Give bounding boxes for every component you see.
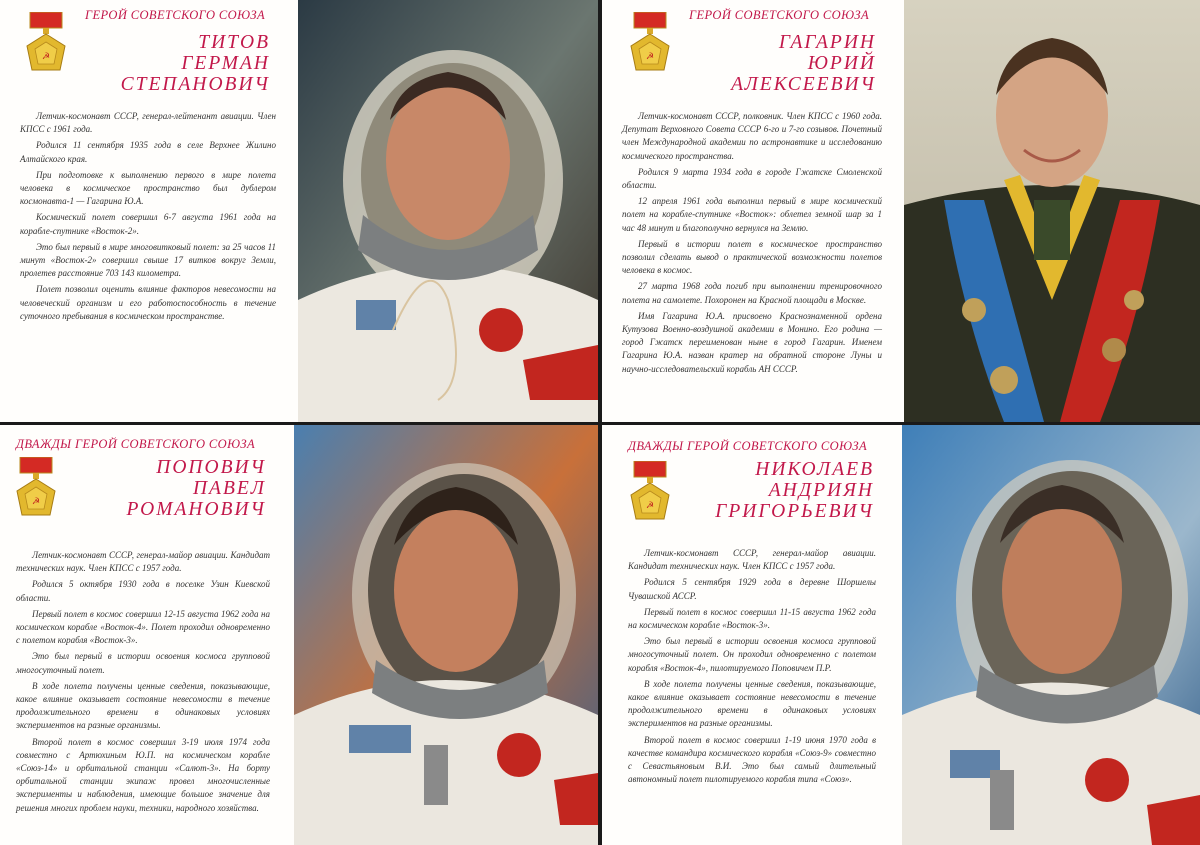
bio-paragraph: Второй полет в космос совершил 3-19 июля 1974 года совместно с Артюхиным Ю.П. на космическом корабле «Союз-14» и орбитальной станции «Салют-3». На борту орбитальной станции экипаж провел многочисленные эксперименты и наблюдения, имеющие большое значение для решения многих проблем науки, техники, народного хозяйства. — [16, 736, 270, 813]
bio-paragraph: Космический полет совершил 6-7 августа 1961 года на корабле-спутнике «Восток-2». — [20, 212, 276, 236]
biography — [16, 549, 270, 818]
portrait-photo — [298, 0, 598, 422]
svg-text:☭: ☭ — [645, 501, 655, 511]
surname: ТИТОВ — [198, 32, 270, 53]
bio-paragraph: Родился 5 октября 1930 года в поселке Узин Киевской области. — [16, 579, 270, 603]
patronymic: ГРИГОРЬЕВИЧ — [715, 501, 874, 522]
first-name: АНДРИЯН — [768, 480, 874, 501]
bio-paragraph: Летчик-космонавт СССР, генерал-майор авиации. Кандидат технических наук. Член КПСС с 1957 года. — [628, 548, 876, 572]
hero-medal-icon — [14, 457, 58, 519]
cosmonaut-name — [121, 32, 270, 95]
cosmonaut-name — [127, 457, 267, 520]
bio-paragraph: Родился 11 сентября 1935 года в селе Верхнее Жилино Алтайского края. — [20, 140, 276, 164]
hero-medal-icon — [628, 461, 672, 523]
portrait-photo — [294, 425, 598, 845]
bio-paragraph: Имя Гагарина Ю.А. присвоено Краснознаменной ордена Кутузова Военно-воздушной академии в Монино. Его родина — город Гжатск переименован ныне в город Гагарин. Именем Гагарина Ю.А. назван кратер на обратной стороне Луны и научно-исследовательский корабль АН СССР. — [622, 310, 882, 374]
bio-paragraph: 12 апреля 1961 года выполнил первый в мире космический полет на корабле-спутнике «Восток»: облетел земной шар за 1 час 48 минут и благополучно вернулся на Землю. — [622, 196, 882, 233]
bio-paragraph: Первый в истории полет в космическое пространство позволил сделать вывод о практической возможности полетов человека в космос. — [622, 238, 882, 276]
card-text-panel — [0, 0, 298, 422]
bio-paragraph: Первый полет в космос совершил 12-15 августа 1962 года на космическом корабле «Восток-4». Полет проходил одновременно с полетом корабля «Восток-3». — [16, 608, 270, 646]
bio-paragraph: Летчик-космонавт СССР, полковник. Член КПСС с 1960 года. Депутат Верховного Совета СССР 6-го и 7-го созывов. Почетный член Международной академии по астронавтике и исследованию космического пространства. — [622, 111, 882, 161]
bio-paragraph: Первый полет в космос совершил 11-15 августа 1962 года на космическом корабле «Восток-3». — [628, 606, 876, 631]
card-heading: ДВАЖДЫ ГЕРОЙ СОВЕТСКОГО СОЮЗА — [16, 437, 256, 451]
bio-paragraph: Полет позволил оценить влияние факторов невесомости на человеческий организм и его работоспособность в течение суточного пребывания в космическом пространстве. — [20, 284, 276, 321]
card-heading: ДВАЖДЫ ГЕРОЙ СОВЕТСКОГО СОЮЗА — [628, 439, 868, 453]
bio-paragraph: Это был первый в истории освоения космоса групповой многосуточный полет. — [16, 651, 270, 675]
bio-paragraph: В ходе полета получены ценные сведения, показывающие, какое влияние оказывает состояние невесомости в течение продолжительного времени в одинаковых условиях экспериментов на разные организмы. — [628, 678, 876, 729]
bio-paragraph: Родился 9 марта 1934 года в городе Гжатске Смоленской области. — [622, 166, 882, 191]
svg-text:☭: ☭ — [31, 497, 41, 507]
card-text-panel — [602, 425, 902, 845]
bio-paragraph: Это был первый в истории освоения космоса групповой многосуточный полет. Он проходил одновременно с полетом корабля «Восток-4», пилотируемого Поповичем П.Р. — [628, 636, 876, 673]
cosmonaut-name — [731, 32, 876, 95]
card-titov — [0, 0, 598, 422]
cosmonaut-name — [715, 459, 874, 522]
biography — [622, 110, 882, 379]
bio-paragraph: Второй полет в космос совершил 1-19 июня 1970 года в качестве командира космического корабля «Союз-9» совместно с Севастьяновым В.И. Это был самый длительный автономный полет пилотируемого корабля типа «Союз». — [628, 734, 876, 785]
bio-paragraph: Это был первый в мире многовитковый полет: за 25 часов 11 минут «Восток-2» совершил свыше 17 витков вокруг Земли, пролетев расстояние 703 143 километра. — [20, 241, 276, 279]
card-popovich — [0, 425, 598, 845]
patronymic: СТЕПАНОВИЧ — [120, 74, 270, 95]
first-name: ГЕРМАН — [181, 53, 270, 74]
bio-paragraph: 27 марта 1968 года погиб при выполнении тренировочного полета на самолете. Похоронен на Красной площади в Москве. — [622, 281, 882, 305]
biography — [20, 110, 276, 326]
card-heading: ГЕРОЙ СОВЕТСКОГО СОЮЗА — [688, 8, 870, 22]
bio-paragraph: Летчик-космонавт СССР, генерал-лейтенант авиации. Член КПСС с 1961 года. — [20, 111, 276, 135]
portrait-photo — [904, 0, 1200, 422]
biography — [628, 547, 876, 789]
bio-paragraph: Родился 5 сентября 1929 года в деревне Шоршелы Чувашской АССР. — [628, 577, 876, 601]
svg-text:☭: ☭ — [41, 52, 51, 62]
svg-text:☭: ☭ — [645, 52, 655, 62]
bio-paragraph: Летчик-космонавт СССР, генерал-майор авиации. Кандидат технических наук. Член КПСС с 1957 года. — [16, 550, 270, 574]
card-text-panel — [0, 425, 294, 845]
card-text-panel — [602, 0, 904, 422]
first-name: ПАВЕЛ — [192, 478, 266, 499]
card-nikolaev — [602, 425, 1200, 845]
patronymic: АЛЕКСЕЕВИЧ — [731, 74, 876, 95]
bio-paragraph: При подготовке к выполнению первого в мире полета человека в космическое пространство был дублером космонавта-1 — Гагарина Ю.А. — [20, 169, 276, 207]
surname: ГАГАРИН — [778, 32, 876, 53]
bio-paragraph: В ходе полета получены ценные сведения, показывающие, какое влияние оказывает состояние невесомости в течение продолжительного времени в одинаковых условиях экспериментов на разные организмы. — [16, 680, 270, 731]
surname: ПОПОВИЧ — [156, 457, 266, 478]
surname: НИКОЛАЕВ — [755, 459, 874, 480]
portrait-photo — [902, 425, 1200, 845]
patronymic: РОМАНОВИЧ — [126, 499, 266, 520]
first-name: ЮРИЙ — [807, 53, 876, 74]
card-gagarin — [602, 0, 1200, 422]
card-heading: ГЕРОЙ СОВЕТСКОГО СОЮЗА — [84, 8, 266, 22]
